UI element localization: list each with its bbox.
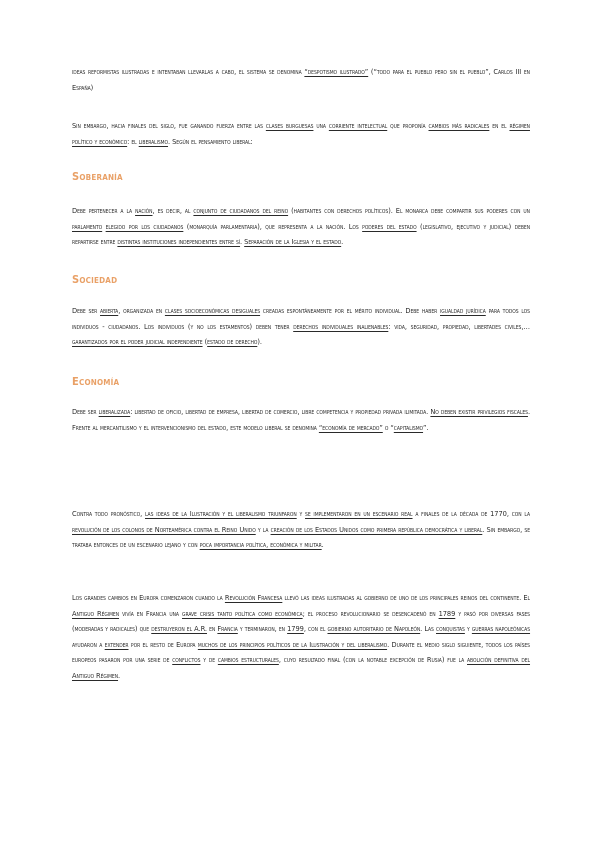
- text-run: llevó las ideas ilustradas al gobierno de uno de los principales reinos del continente. El: [282, 593, 530, 602]
- text-run: y: [464, 624, 472, 634]
- heading-sociedad: Sociedad: [72, 273, 118, 286]
- text-run: . Durante el medio siglo siguiente, todos los países europeos pasaron por una serie de: [72, 639, 530, 665]
- text-run: .: [321, 540, 324, 550]
- underlined-term: corriente intelectual: [328, 121, 388, 130]
- text-run: ).: [257, 337, 262, 347]
- text-run: y terminaron, en: [237, 624, 288, 634]
- text-run: por el resto de Europa: [128, 639, 198, 649]
- underlined-term: muchos de los principios políticos de la Ilustración y del liberalismo: [197, 639, 388, 649]
- underlined-term: clases socioeconómicas desiguales: [164, 306, 261, 315]
- underlined-term: guerras napoleónicas: [471, 624, 531, 634]
- text-run: (“todo para el pueblo pero sin el pueblo”, Carlos III en España): [72, 67, 530, 92]
- text-run: , es decir, al: [152, 206, 194, 215]
- text-run: una: [313, 121, 329, 130]
- paragraph-soberania: [72, 203, 530, 250]
- paragraph-economia: [72, 404, 530, 435]
- underlined-term: régimen político y económico: [72, 121, 530, 146]
- paragraph-liberalismo: [72, 118, 530, 149]
- underlined-term: abierta: [100, 306, 119, 315]
- underlined-term: liberalizada: [98, 407, 131, 416]
- underlined-term: igualdad jurídica: [440, 306, 486, 315]
- text-run: Sin embargo, hacia finales del siglo, fue ganando fuerza entre las: [72, 121, 266, 130]
- underlined-term: 1799: [287, 624, 304, 634]
- underlined-term: cambios estructurales: [217, 655, 279, 665]
- underlined-term: poderes del estado: [362, 221, 417, 231]
- text-run: creadas espontáneamente por el mérito individual. Debe haber: [260, 306, 441, 315]
- text-run: : vida, seguridad, propiedad, libertades civiles,…: [388, 321, 531, 331]
- underlined-term: conquistas: [436, 624, 465, 634]
- underlined-term: estado de derecho: [207, 337, 258, 347]
- underlined-term: las ideas de la Ilustración y el liberalismo triunfaron: [144, 509, 297, 518]
- text-run: y: [296, 509, 306, 518]
- underlined-term: distintas instituciones independientes entre sí: [117, 237, 241, 247]
- text-run: vivía en Francia una: [119, 608, 183, 618]
- text-run: .: [341, 237, 344, 247]
- text-run: que proponía: [387, 121, 429, 130]
- underlined-term: garantizados por el poder judicial independiente: [72, 337, 203, 347]
- underlined-term: elegido por los ciudadanos: [105, 221, 184, 231]
- underlined-term: creación de los Estados Unidos como primera república democrática y liberal: [270, 524, 483, 534]
- text-run: (habitantes con derechos políticos). El monarca debe compartir sus poderes con un: [288, 206, 530, 215]
- underlined-term: Francia: [217, 624, 238, 634]
- text-run: y la: [255, 524, 271, 534]
- underlined-term: No deben existir privilegios fiscales: [430, 407, 528, 416]
- text-run: Contra todo pronóstico,: [72, 509, 145, 518]
- text-run: Debe ser: [72, 407, 99, 416]
- text-run: en el: [489, 121, 510, 130]
- text-run: ayudaron a: [72, 639, 105, 649]
- text-run: ideas reformistas ilustradas e intentaban llevarlas a cabo, el sistema se denomina: [72, 67, 305, 76]
- paragraph-revolucion-francesa: [72, 590, 530, 684]
- text-run: y pasó por diversas fases (moderadas y radicales) que: [72, 608, 530, 634]
- underlined-term: nación: [135, 206, 153, 215]
- text-run: , con el: [303, 624, 328, 634]
- text-run: . Según el pensamiento liberal:: [168, 136, 253, 146]
- text-run: (monarquía parlamentaria), que representa a la nación. Los: [183, 221, 363, 231]
- underlined-term: derechos individuales inalienables: [293, 321, 389, 331]
- underlined-term: parlamento: [72, 221, 103, 231]
- underlined-term: cambios más radicales: [428, 121, 490, 130]
- underlined-term: conjunto de ciudadanos del reino: [193, 206, 289, 215]
- text-run: en: [206, 624, 218, 634]
- underlined-term: liberalismo: [138, 136, 169, 146]
- paragraph-triunfo: [72, 506, 530, 553]
- underlined-term: 1789: [438, 608, 456, 618]
- text-run: Debe pertenecer a la: [72, 206, 136, 215]
- text-run: , cuyo resultado final (con la notable excepción de Rusia) fue la: [278, 655, 468, 665]
- underlined-term: revolución de los colonos de Norteamérica contra el Reino Unido: [72, 524, 256, 534]
- text-run: , organizada en: [118, 306, 165, 315]
- heading-soberania: Soberanía: [72, 170, 123, 183]
- text-run: (: [202, 337, 208, 347]
- text-run: : el: [127, 136, 139, 146]
- underlined-term: “despotismo ilustrado”: [304, 67, 369, 76]
- underlined-term: Revolución Francesa: [224, 593, 283, 602]
- underlined-term: clases burguesas: [265, 121, 314, 130]
- underlined-term: destruyeron el A.R.: [151, 624, 207, 634]
- paragraph-despotismo: [72, 64, 530, 95]
- text-run: Los grandes cambios en Europa comenzaron cuando la: [72, 593, 225, 602]
- text-run: . Las: [420, 624, 437, 634]
- underlined-term: “economía de mercado”: [318, 422, 383, 432]
- text-run: : libertad de oficio, libertad de empresa, libertad de comercio, libre competencia y propiedad privada ilimitada.: [130, 407, 431, 416]
- text-run: . Frente al mercantilismo y el intervencionismo del estado, este modelo liberal se denomina: [72, 407, 530, 432]
- underlined-term: poca importancia política, económica y militar: [199, 540, 322, 550]
- heading-economia: Economía: [72, 375, 120, 388]
- underlined-term: grave crisis tanto política como económica: [182, 608, 303, 618]
- text-run: para todos los individuos - ciudadanos. Los individuos (y no los estamentos) deben tener: [72, 306, 530, 331]
- text-run: ; el proceso revolucionario se desencadenó en: [302, 608, 439, 618]
- text-run: a finales de la década de 1770, con la: [412, 509, 531, 518]
- text-run: . Sin embargo, se trataba entonces de un escenario lejano y con: [72, 524, 530, 550]
- underlined-term: extender: [104, 639, 129, 649]
- text-run: Debe ser: [72, 306, 101, 315]
- text-run: (legislativo, ejecutivo y judicial) deben repartirse entre: [72, 221, 531, 247]
- paragraph-sociedad: [72, 303, 530, 350]
- underlined-term: conflictos: [172, 655, 201, 665]
- underlined-term: Separación de la Iglesia y el estado: [244, 237, 342, 247]
- text-run: .: [240, 237, 245, 247]
- underlined-term: abolición definitiva del Antiguo Régimen: [72, 655, 531, 680]
- text-run: o “: [382, 422, 394, 432]
- text-run: ”.: [423, 422, 429, 432]
- underlined-term: gobierno autoritario de Napoleón: [327, 624, 421, 634]
- underlined-term: capitalismo: [393, 422, 424, 432]
- text-run: y de: [200, 655, 218, 665]
- text-run: .: [118, 670, 121, 680]
- underlined-term: se implementaron en un escenario real: [305, 509, 413, 518]
- underlined-term: Antiguo Régimen: [72, 608, 120, 618]
